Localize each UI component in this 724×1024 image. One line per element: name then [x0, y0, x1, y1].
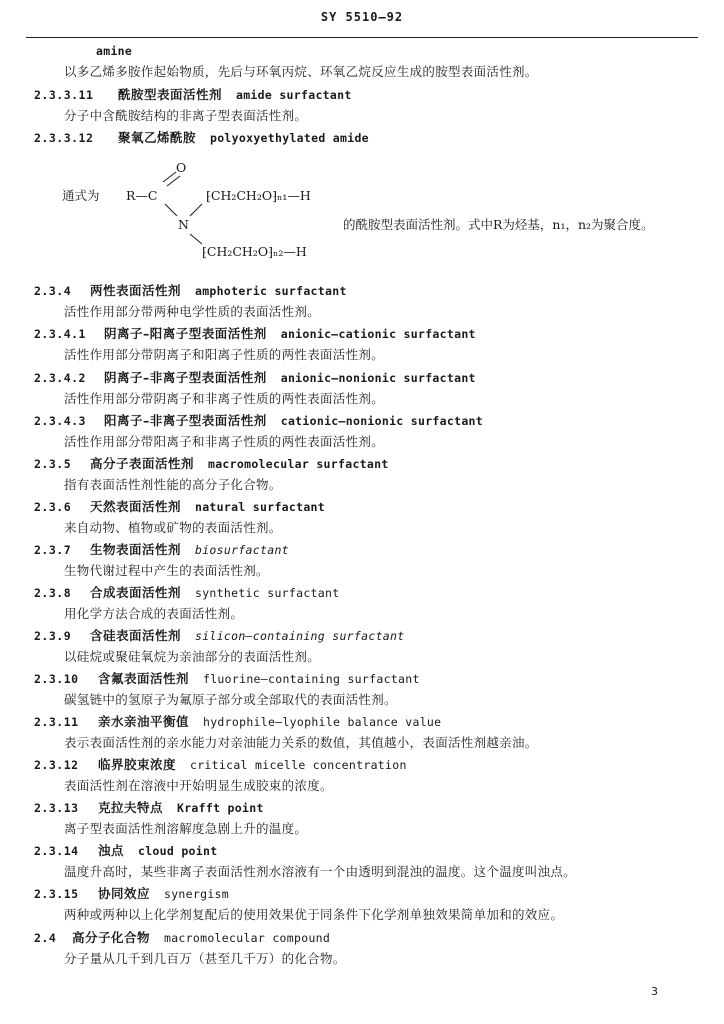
entry-term-zh: 阳离子–非离子型表面活性剂 — [103, 413, 267, 428]
entry-heading — [34, 671, 420, 687]
entry-term-zh: 高分子表面活性剂 — [89, 456, 194, 471]
entry-heading — [34, 326, 476, 342]
page-number: 3 — [651, 985, 658, 998]
entry-definition: 来自动物、植物或矿物的表面活性剂。 — [64, 520, 282, 535]
entry-heading — [34, 413, 483, 429]
entry-term-en: macromolecular compound — [163, 931, 331, 945]
entry-definition: 活性作用部分带阴离子和阳离子性质的两性表面活性剂。 — [64, 347, 385, 362]
entry-term-en: hydrophile–lyophile balance value — [202, 715, 442, 729]
entry-number: 2.3.4.3 — [34, 414, 86, 428]
entry-number: 2.3.5 — [34, 457, 72, 471]
entry-term-zh: 高分子化合物 — [71, 930, 150, 945]
entry-term-zh: 合成表面活性剂 — [89, 585, 181, 600]
entry-number: 2.3.4.2 — [34, 371, 86, 385]
entry-definition: 碳氢链中的氢原子为氟原子部分或全部取代的表面活性剂。 — [64, 692, 397, 707]
entry-heading — [34, 542, 289, 558]
entry-term-en: critical micelle concentration — [189, 758, 407, 772]
entry-term-zh: 含硅表面活性剂 — [89, 628, 181, 643]
formula-suffix: 的酰胺型表面活性剂。式中R为烃基，n₁，n₂为聚合度。 — [343, 217, 654, 232]
entry-term-en: amide surfactant — [235, 88, 352, 102]
entry-number: 2.3.3.11 — [34, 88, 94, 102]
entry-term-zh: 两性表面活性剂 — [89, 283, 181, 298]
entry-term-en: anionic–cationic surfactant — [280, 327, 476, 341]
entry-term-en: silicon–containing surfactant — [194, 629, 405, 643]
entry-definition: 生物代谢过程中产生的表面活性剂。 — [64, 563, 269, 578]
n-lower-bond — [190, 234, 202, 244]
formula-r-group: R—C — [126, 188, 158, 203]
entry-heading — [34, 283, 347, 299]
formula-upper-chain: ⁅CH₂CH₂O⁆ₙ₁—H — [206, 188, 311, 203]
formula-lower-chain: ⁅CH₂CH₂O⁆ₙ₂—H — [202, 244, 307, 259]
entry-definition: 活性作用部分带阴离子和非离子性质的两性表面活性剂。 — [64, 391, 385, 406]
entry-definition: 分子中含酰胺结构的非离子型表面活性剂。 — [64, 108, 308, 123]
entry-definition: 活性作用部分带阳离子和非离子性质的两性表面活性剂。 — [64, 434, 385, 449]
entry-definition: 指有表面活性剂性能的高分子化合物。 — [64, 477, 282, 492]
formula-prefix: 通式为 — [62, 188, 100, 203]
entry-number: 2.3.11 — [34, 715, 79, 729]
entry-term-zh: 协同效应 — [97, 886, 150, 901]
term-tail-en: amine — [96, 44, 133, 58]
entry-term-en: macromolecular surfactant — [207, 457, 389, 471]
c-n-bond — [165, 204, 177, 216]
entry-number: 2.3.7 — [34, 543, 72, 557]
entry-heading — [34, 499, 325, 515]
entry-term-zh: 含氟表面活性剂 — [97, 671, 189, 686]
entry-definition: 两种或两种以上化学剂复配后的使用效果优于同条件下化学剂单独效果简单加和的效应。 — [64, 907, 564, 922]
entry-heading — [34, 714, 441, 730]
entry-term-en: fluorine–containing surfactant — [202, 672, 420, 686]
entry-definition: 用化学方法合成的表面活性剂。 — [64, 606, 244, 621]
entry-term-en: synthetic surfactant — [194, 586, 340, 600]
entry-term-zh: 阴离子–阳离子型表面活性剂 — [103, 326, 267, 341]
entry-term-zh: 克拉夫特点 — [97, 800, 163, 815]
entry-number: 2.3.4.1 — [34, 327, 86, 341]
entry-number: 2.3.10 — [34, 672, 79, 686]
entry-definition: 离子型表面活性剂溶解度急剧上升的温度。 — [64, 821, 308, 836]
entry-heading — [34, 757, 407, 773]
entry-heading — [34, 628, 404, 644]
entry-definition: 表示表面活性剂的亲水能力对亲油能力关系的数值，其值越小，表面活性剂越亲油。 — [64, 735, 538, 750]
entry-term-en: polyoxyethylated amide — [209, 131, 369, 145]
formula-nitrogen-atom: N — [178, 217, 189, 232]
entry-definition: 温度升高时，某些非离子表面活性剂水溶液有一个由透明到混浊的温度。这个温度叫浊点。 — [64, 864, 577, 879]
entry-number: 2.3.4 — [34, 284, 72, 298]
entry-term-en: cloud point — [137, 844, 218, 858]
entry-number: 2.3.13 — [34, 801, 79, 815]
intro-definition: 以多乙烯多胺作起始物质，先后与环氧丙烷、环氧乙烷反应生成的胺型表面活性剂。 — [64, 64, 538, 79]
entry-number: 2.3.12 — [34, 758, 79, 772]
entry-term-en: amphoteric surfactant — [194, 284, 347, 298]
entry-definition: 以硅烷或聚硅氧烷为亲油部分的表面活性剂。 — [64, 649, 321, 664]
entry-term-en: anionic–nonionic surfactant — [280, 371, 476, 385]
entry-term-en: biosurfactant — [194, 543, 289, 557]
entry-number: 2.3.8 — [34, 586, 72, 600]
entry-heading — [34, 843, 217, 859]
entry-definition: 分子量从几千到几百万（甚至几千万）的化合物。 — [64, 951, 346, 966]
entry-term-zh: 酰胺型表面活性剂 — [117, 87, 222, 102]
entry-definition: 活性作用部分带两种电学性质的表面活性剂。 — [64, 304, 321, 319]
entry-term-zh: 聚氧乙烯酰胺 — [117, 130, 196, 145]
entry-term-en: Krafft point — [176, 801, 264, 815]
entry-heading — [34, 585, 339, 601]
n-upper-bond — [190, 204, 202, 216]
entry-heading — [34, 370, 476, 386]
entry-term-en: cationic–nonionic surfactant — [280, 414, 483, 428]
entry-term-en: natural surfactant — [194, 500, 326, 514]
entry-heading — [34, 456, 389, 472]
entry-term-zh: 阴离子–非离子型表面活性剂 — [103, 370, 267, 385]
entry-number: 2.3.15 — [34, 887, 79, 901]
entry-term-en: synergism — [163, 887, 229, 901]
entry-term-zh: 天然表面活性剂 — [89, 499, 181, 514]
standard-code-header: SY 5510—92 — [320, 10, 404, 24]
entry-number: 2.3.3.12 — [34, 131, 94, 145]
entry-number: 2.3.9 — [34, 629, 72, 643]
entry-heading — [34, 930, 330, 946]
entry-heading — [34, 800, 264, 816]
entry-term-zh: 临界胶束浓度 — [97, 757, 176, 772]
entry-term-zh: 浊点 — [97, 843, 124, 858]
entry-term-zh: 生物表面活性剂 — [89, 542, 181, 557]
entry-heading — [34, 886, 229, 902]
entry-number: 2.3.6 — [34, 500, 72, 514]
entry-number: 2.3.14 — [34, 844, 79, 858]
entry-definition: 表面活性剂在溶液中开始明显生成胶束的浓度。 — [64, 778, 333, 793]
formula-oxygen-atom: O — [176, 160, 187, 175]
entry-number: 2.4 — [34, 931, 57, 945]
entry-term-zh: 亲水亲油平衡值 — [97, 714, 189, 729]
